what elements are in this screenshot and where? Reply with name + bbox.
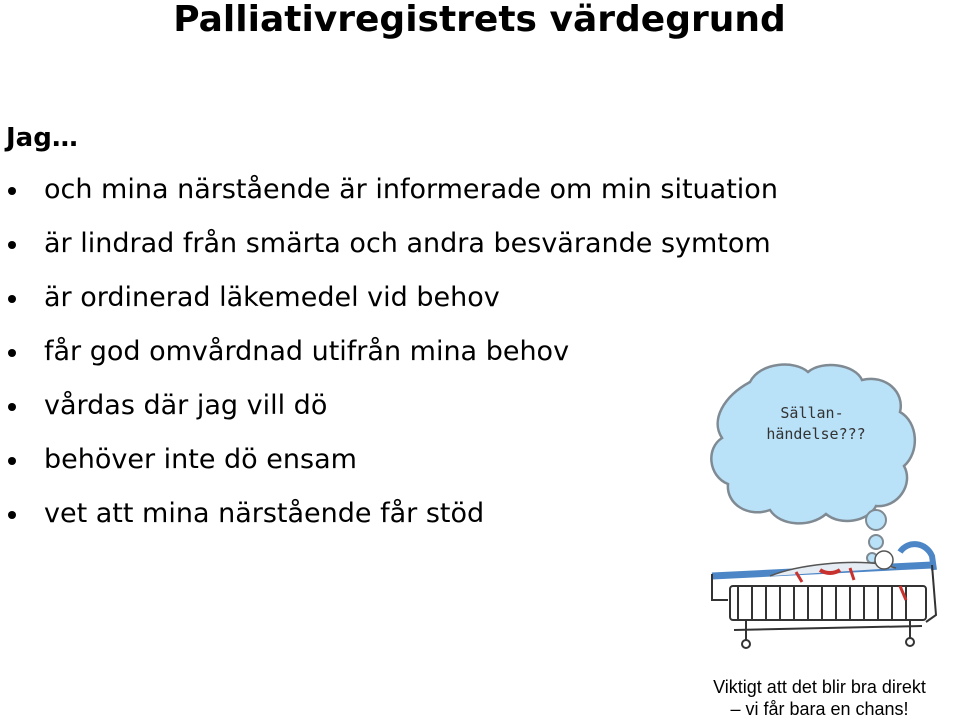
list-item-text: och mina närstående är informerade om min situation <box>44 174 778 205</box>
list-item-text: vårdas där jag vill dö <box>44 390 328 421</box>
caption-line-2: – vi får bara en chans! <box>730 699 909 719</box>
bullet-icon <box>8 457 16 465</box>
caption-line-1: Viktigt att det blir bra direkt <box>713 677 926 697</box>
list-item-text: behöver inte dö ensam <box>44 444 357 475</box>
list-item <box>0 386 778 440</box>
thought-bubble-icon <box>711 365 915 563</box>
list-item-text: är ordinerad läkemedel vid behov <box>44 282 500 313</box>
list-item <box>0 170 778 224</box>
list-item <box>0 494 778 548</box>
hospital-bed-illustration <box>700 360 959 660</box>
caption <box>680 676 959 720</box>
bullet-icon <box>8 349 16 357</box>
list-item-text: får god omvårdnad utifrån mina behov <box>44 336 570 367</box>
bubble-line-2: händelse??? <box>766 425 866 443</box>
value-list <box>0 170 778 548</box>
list-item-text: vet att mina närstående får stöd <box>44 498 485 529</box>
list-item-text: är lindrad från smärta och andra besvärande symtom <box>44 228 771 259</box>
list-item <box>0 224 778 278</box>
list-item <box>0 278 778 332</box>
bed-icon <box>712 544 936 648</box>
bubble-line-1: Sällan- <box>780 404 844 422</box>
slide-title: Palliativregistrets värdegrund <box>173 0 786 40</box>
bullet-icon <box>8 241 16 249</box>
list-item <box>0 332 778 386</box>
bullet-icon <box>8 187 16 195</box>
intro-text: Jag… <box>6 123 78 153</box>
bullet-icon <box>8 403 16 411</box>
list-item <box>0 440 778 494</box>
bullet-icon <box>8 295 16 303</box>
bullet-icon <box>8 511 16 519</box>
